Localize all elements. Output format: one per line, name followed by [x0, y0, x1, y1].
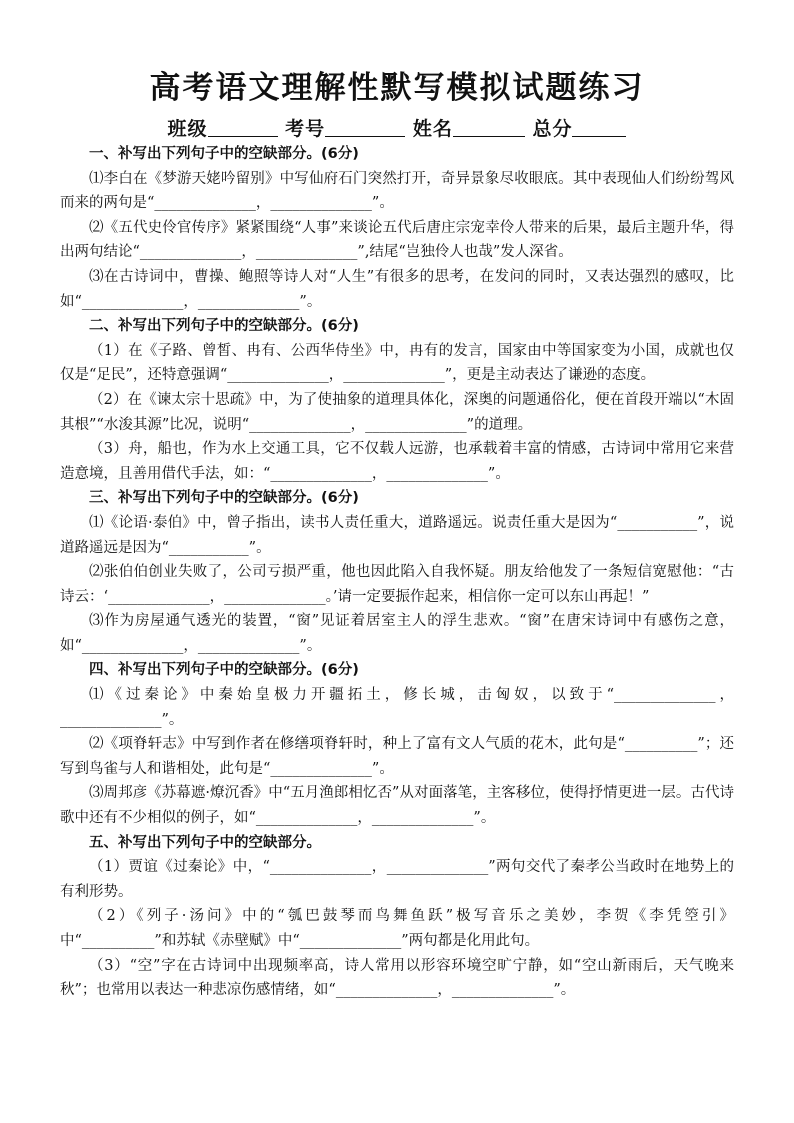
question-item: （3）“空”字在古诗词中出现频率高，诗人常用以形容环境空旷宁静，如“空山新雨后，天气晚来秋”；也常用以表达一种悲凉伤感情绪，如“______________，______________”。: [60, 957, 734, 999]
page-title: 高考语文理解性默写模拟试题练习: [149, 70, 645, 106]
question-item: ⑵张伯伯创业失败了，公司亏损严重，他也因此陷入自我怀疑。朋友给他发了一条短信宽慰他：“古诗云：‘______________，______________。’请一定要振作起来，相信你一定可以东山再起！”: [60, 564, 734, 605]
question-item: （1）贾谊《过秦论》中，“______________，______________”两句交代了秦孝公当政时在地势上的有利形势。: [60, 859, 734, 900]
section-heading: 三、补写出下列句子中的空缺部分。(6分): [89, 490, 359, 507]
score-label: 总分: [532, 118, 573, 140]
question-item: ⑴《论语·泰伯》中，曾子指出，读书人责任重大，道路遥远。说责任重大是因为“___________”，说道路遥远是因为“___________”。: [60, 514, 734, 556]
question-item: ⑶作为房屋通气透光的装置，“窗”见证着居室主人的浮生悲欢。“窗”在唐宋诗词中有感伤之意，如“______________，______________”。: [60, 613, 734, 654]
question-item: （1）在《子路、曾皙、冉有、公西华侍坐》中，冉有的发言，国家由中等国家变为小国，成就也仅仅是“足民”，还特意强调“______________，______________”，更是主动表达了谦逊的态度。: [60, 342, 734, 384]
section-5: [60, 831, 734, 1003]
questions-content: [60, 142, 734, 1003]
section-1: [60, 142, 734, 314]
section-4: [60, 658, 734, 830]
class-blank: [208, 118, 278, 137]
name-label: 姓名: [412, 118, 453, 140]
section-heading: 五、补写出下列句子中的空缺部分。: [89, 834, 321, 851]
section-heading: 四、补写出下列句子中的空缺部分。(6分): [89, 662, 359, 679]
question-item: （3）舟，船也，作为水上交通工具，它不仅载人远游，也承载着丰富的情感，古诗词中常用它来营造意境，且善用借代手法，如：“______________，______________”。: [60, 441, 734, 482]
section-heading: 二、补写出下列句子中的空缺部分。(6分): [89, 318, 359, 335]
question-item: ⑶周邦彦《苏幕遮·燎沉香》中“五月渔郎相忆否”从对面落笔，主客移位，使得抒情更进一层。古代诗歌中还有不少相似的例子，如“______________，______________”。: [60, 785, 734, 827]
exam-number-blank: [325, 118, 405, 137]
student-info-row: [0, 114, 794, 141]
class-label: 班级: [167, 118, 208, 140]
name-blank: [453, 118, 525, 137]
question-item: ⑵《项脊轩志》中写到作者在修缮项脊轩时，种上了富有文人气质的花木，此句是“__________”；还写到鸟雀与人和谐相处，此句是“______________”。: [60, 736, 734, 777]
exam-number-label: 考号: [285, 118, 326, 140]
question-item: （2）《列子·汤问》中的“瓠巴鼓琴而鸟舞鱼跃”极写音乐之美妙，李贺《李凭箜引》中“__________”和苏轼《赤壁赋》中“______________”两句都是化用此句。: [60, 908, 734, 949]
question-item: （2）在《谏太宗十思疏》中，为了使抽象的道理具体化，深奥的问题通俗化，便在首段开端以“木固其根”“水浚其源”比况，说明“______________，______________”的道理。: [60, 391, 734, 433]
question-item: ⑵《五代史伶官传序》紧紧围绕“人事”来谈论五代后唐庄宗宠幸伶人带来的后果，最后主题升华，得出两句结论“______________，______________”,结尾“岂独伶人也哉”发人深省。: [60, 219, 734, 261]
section-heading: 一、补写出下列句子中的空缺部分。(6分): [89, 146, 359, 162]
section-2: [60, 314, 734, 486]
question-item: ⑶在古诗词中，曹操、鲍照等诗人对“人生”有很多的思考，在发问的同时，又表达强烈的感叹，比如“______________，______________”。: [60, 268, 734, 310]
score-blank: [572, 118, 626, 137]
question-item: ⑴李白在《梦游天姥吟留别》中写仙府石门突然打开，奇异景象尽收眼底。其中表现仙人们纷纷驾风而来的两句是“______________，______________”。: [60, 170, 734, 212]
question-item: ⑴《过秦论》中秦始皇极力开疆拓土，修长城，击匈奴，以致于“______________，______________”。: [60, 687, 734, 728]
section-3: [60, 486, 734, 658]
